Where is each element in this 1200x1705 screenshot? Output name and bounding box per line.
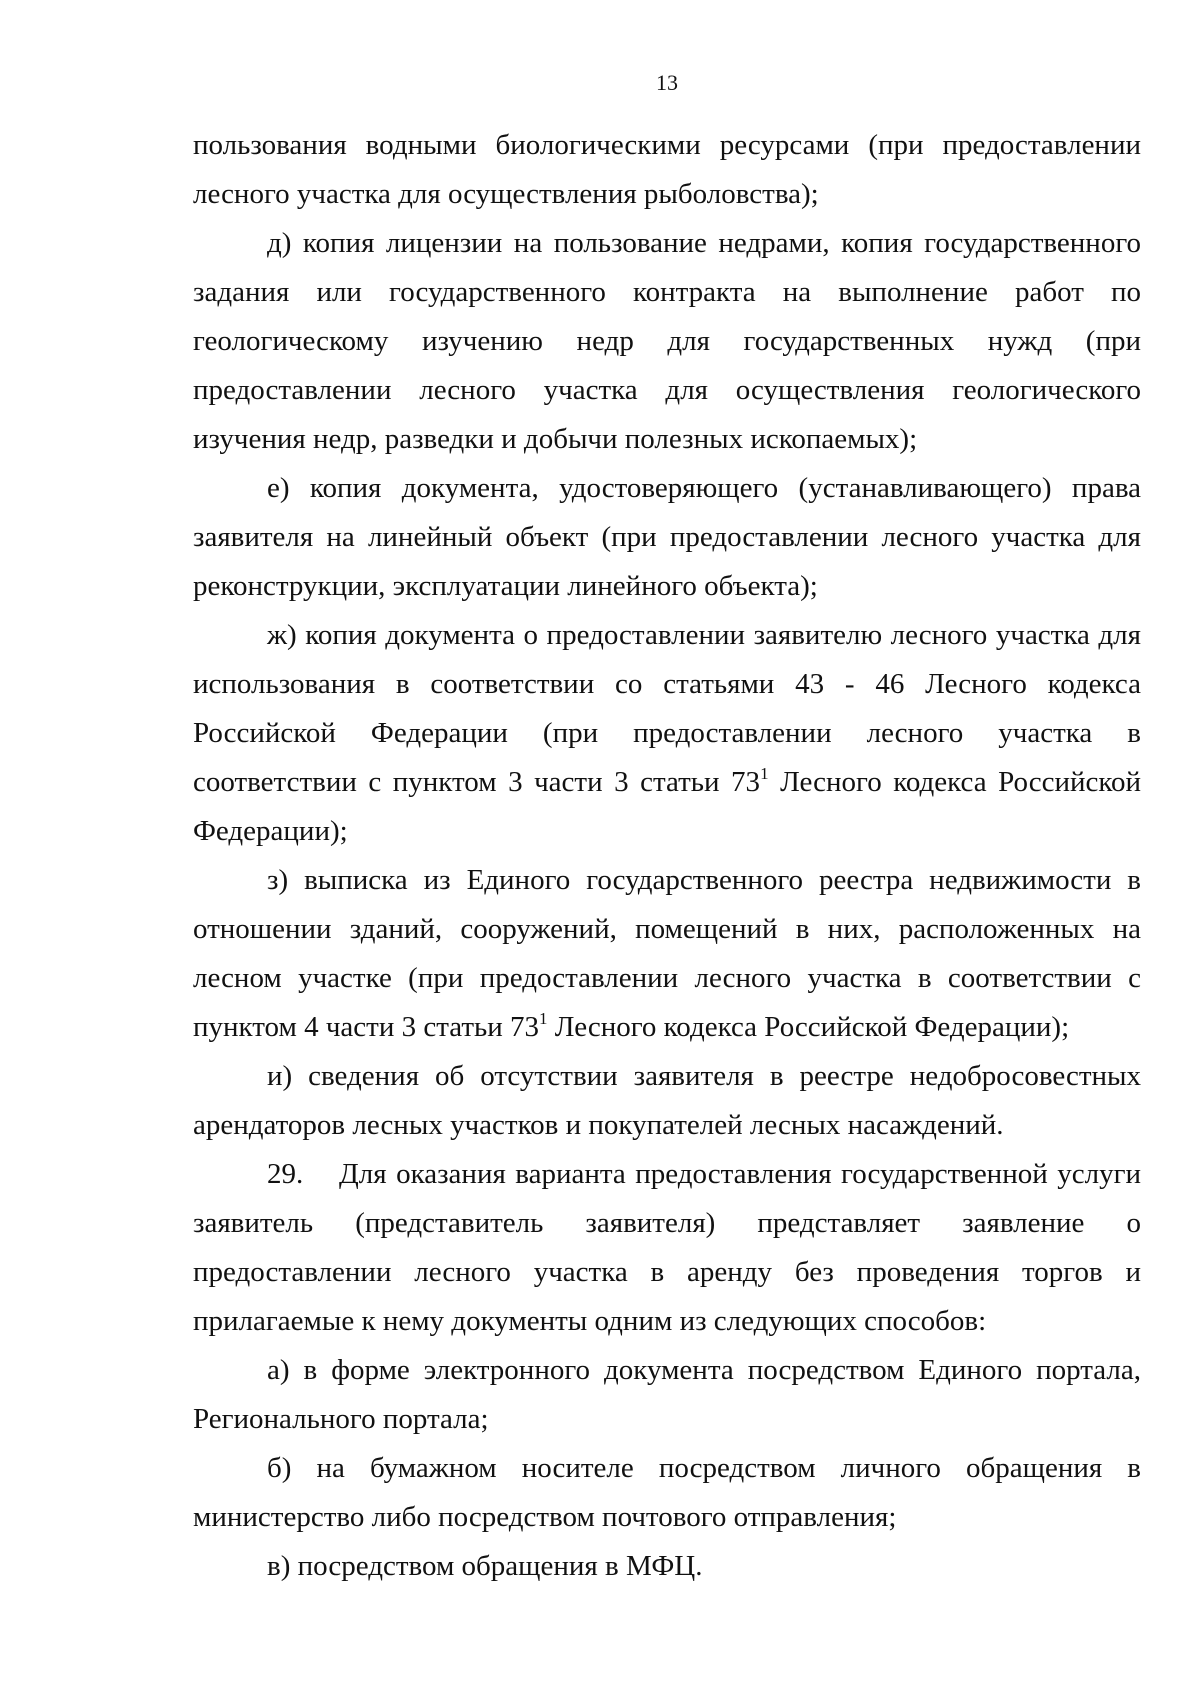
document-body [193,121,1141,1591]
paragraph-29 [193,1150,1141,1346]
paragraph-item-z-text: з) выписка из Единого государственного реестра недвижимости в отношении зданий, сооружений, помещений в них, расположенных на лесном участке (при предоставлении лесного участка в соответствии с пунктом 4 части 3 статьи 73 [193,864,1141,1043]
paragraph-item-zh-text: ж) копия документа о предоставлении заявителю лесного участка для использования в соответствии со статьями 43 - 46 Лесного кодекса Российской Федерации (при предоставлении лесного участка в соответствии с пунктом 3 части 3 статьи 73 [193,619,1141,798]
paragraph-item-i: и) сведения об отсутствии заявителя в реестре недобросовестных арендаторов лесных участков и покупателей лесных насаждений. [193,1060,1141,1141]
paragraph-number: 29. [267,1158,304,1190]
paragraph-continuation: пользования водными биологическими ресурсами (при предоставлении лесного участка для осуществления рыболовства); [193,129,1141,210]
superscript: 1 [760,764,769,783]
paragraph-item-zh [193,611,1141,856]
paragraph-29-text: Для оказания варианта предоставления государственной услуги заявитель (представитель заявителя) представляет заявление о предоставлении лесного участка в аренду без проведения торгов и прилагаемые к нему документы одним из следующих способов: [193,1158,1141,1337]
paragraph-item-z-tail: Лесного кодекса Российской Федерации); [547,1011,1070,1043]
paragraph-item-v: в) посредством обращения в МФЦ. [267,1550,703,1582]
paragraph-item-d: д) копия лицензии на пользование недрами, копия государственного задания или государственного контракта на выполнение работ по геологическому изучению недр для государственных нужд (при предоставлении лесного участка для осуществления геологического изучения недр, разведки и добычи полезных ископаемых); [193,227,1141,455]
page-number: 13 [656,70,678,95]
paragraph-item-b: б) на бумажном носителе посредством личного обращения в министерство либо посредством почтового отправления; [193,1452,1141,1533]
paragraph-item-a: а) в форме электронного документа посредством Единого портала, Регионального портала; [193,1354,1141,1435]
paragraph-item-z [193,856,1141,1052]
paragraph-item-e: е) копия документа, удостоверяющего (устанавливающего) права заявителя на линейный объект (при предоставлении лесного участка для реконструкции, эксплуатации линейного объекта); [193,472,1141,602]
paragraph-item-zh-tail: Лесного кодекса Российской Федерации); [193,766,1141,847]
superscript: 1 [539,1009,548,1028]
